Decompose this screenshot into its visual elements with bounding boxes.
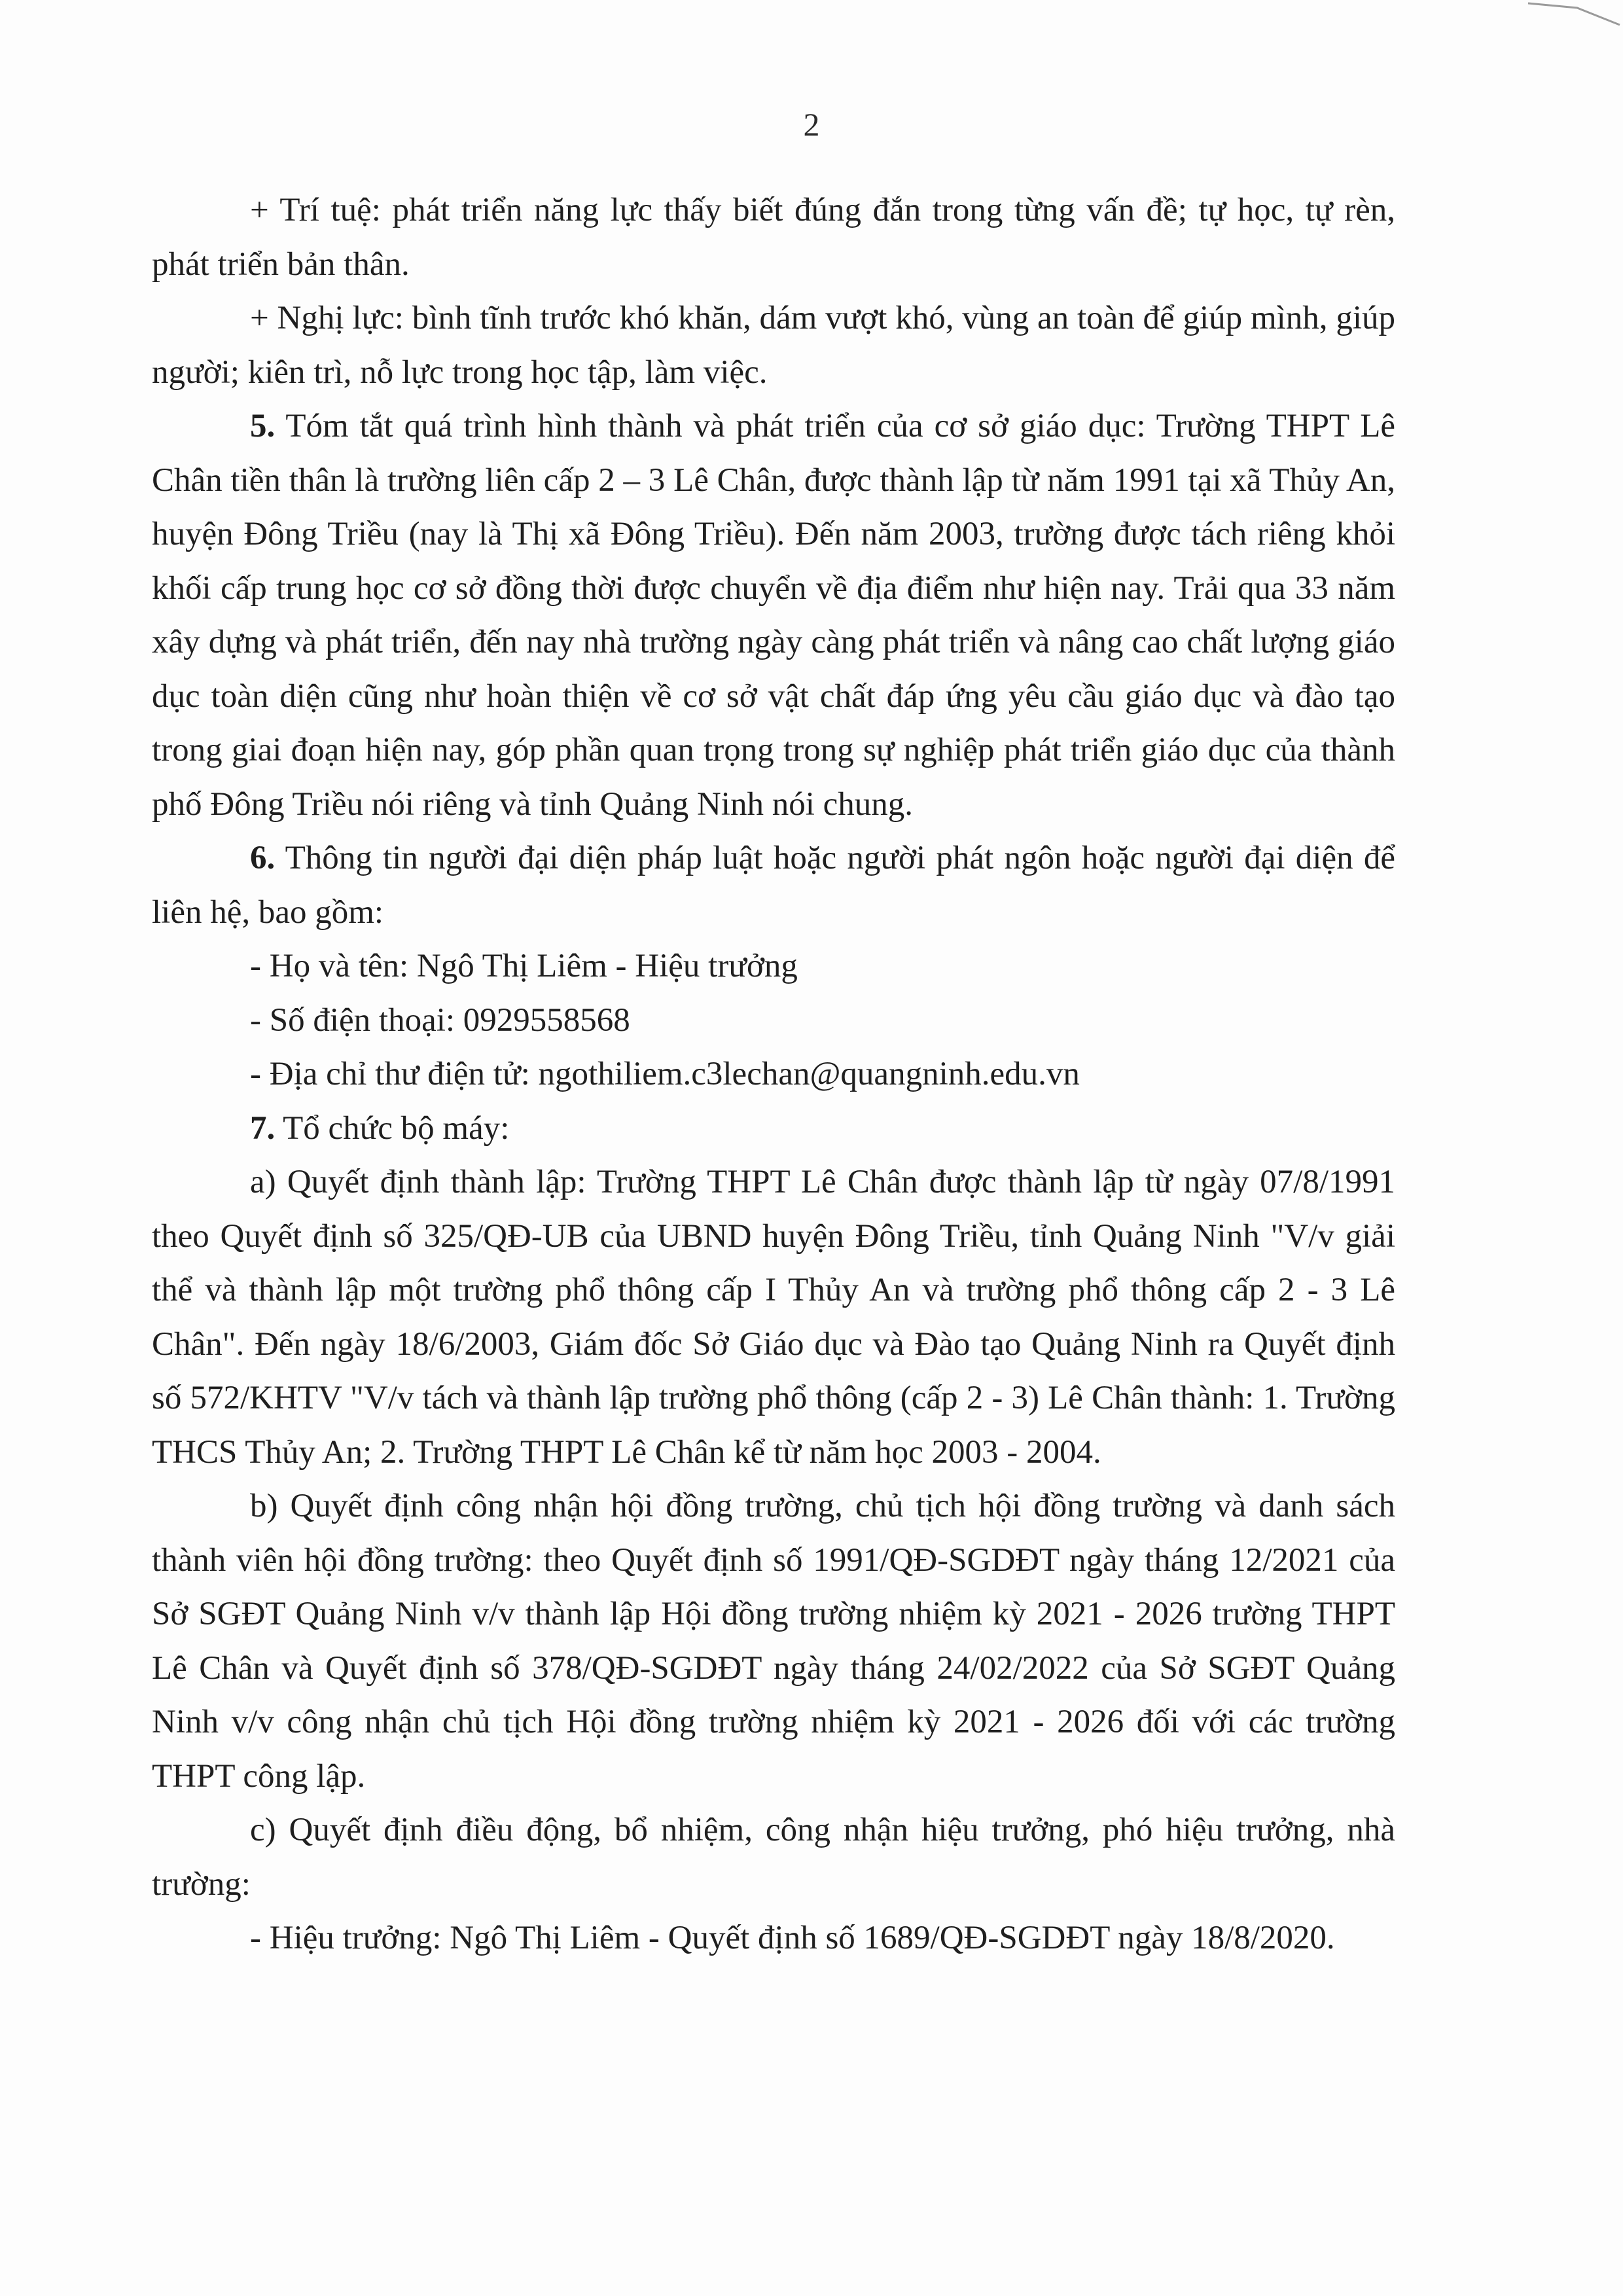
section-5-number: 5.: [250, 408, 276, 444]
section-6-number: 6.: [250, 840, 276, 876]
section-7-heading: [152, 1102, 1395, 1156]
section-6-text: Thông tin người đại diện pháp luật hoặc người phát ngôn hoặc người đại diện để liên hệ, bao gồm:: [152, 840, 1395, 931]
representative-phone: - Số điện thoại: 0929558568: [250, 1001, 630, 1039]
paragraph-tri-tue: + Trí tuệ: phát triển năng lực thấy biết đúng đắn trong từng vấn đề; tự học, tự rèn, phát triển bản thân.: [152, 192, 1395, 283]
page-number: 2: [803, 106, 820, 143]
representative-email: - Địa chỉ thư điện tử: ngothiliem.c3lechan@quangninh.edu.vn: [250, 1056, 1080, 1092]
section-6-paragraph: [152, 831, 1395, 939]
scan-edge-mark: [1525, 0, 1623, 26]
section-7a-paragraph: a) Quyết định thành lập: Trường THPT Lê Chân được thành lập từ ngày 07/8/1991 theo Quyết định số 325/QĐ-UB của UBND huyện Đông Triều, tỉnh Quảng Ninh "V/v giải thể và thành lập một trường phổ thông cấp I Thủy An và trường phổ thông cấp 2 - 3 Lê Chân". Đến ngày 18/6/2003, Giám đốc Sở Giáo dục và Đào tạo Quảng Ninh ra Quyết định số 572/KHTV "V/v tách và thành lập trường phổ thông (cấp 2 - 3) Lê Chân thành: 1. Trường THCS Thủy An; 2. Trường THPT Lê Chân kể từ năm học 2003 - 2004.: [152, 1164, 1395, 1471]
section-7-text: Tổ chức bộ máy:: [283, 1109, 510, 1147]
section-5-text: Tóm tắt quá trình hình thành và phát triển của cơ sở giáo dục: Trường THPT Lê Chân tiền thân là trường liên cấp 2 – 3 Lê Chân, được thành lập từ năm 1991 tại xã Thủy An, huyện Đông Triều (nay là Thị xã Đông Triều). Đến năm 2003, trường được tách riêng khỏi khối cấp trung học cơ sở đồng thời được chuyển về địa điểm như hiện nay. Trải qua 33 năm xây dựng và phát triển, đến nay nhà trường ngày càng phát triển và nâng cao chất lượng giáo dục toàn diện cũng như hoàn thiện về cơ sở vật chất đáp ứng yêu cầu giáo dục và đào tạo trong giai đoạn hiện nay, góp phần quan trọng trong sự nghiệp phát triển giáo dục của thành phố Đông Triều nói riêng và tỉnh Quảng Ninh nói chung.: [152, 408, 1395, 823]
paragraph-nghi-luc: + Nghị lực: bình tĩnh trước khó khăn, dám vượt khó, vùng an toàn để giúp mình, giúp người; kiên trì, nỗ lực trong học tập, làm việc.: [152, 300, 1395, 391]
principal-decision: - Hiệu trưởng: Ngô Thị Liêm - Quyết định số 1689/QĐ-SGDĐT ngày 18/8/2020.: [250, 1920, 1335, 1956]
document-body: [152, 183, 1395, 1965]
section-5-paragraph: [152, 399, 1395, 831]
section-7b-paragraph: b) Quyết định công nhận hội đồng trường, chủ tịch hội đồng trường và danh sách thành viên hội đồng trường: theo Quyết định số 1991/QĐ-SGDĐT ngày tháng 12/2021 của Sở SGĐT Quảng Ninh v/v thành lập Hội đồng trường nhiệm kỳ 2021 - 2026 trường THPT Lê Chân và Quyết định số 378/QĐ-SGDĐT ngày tháng 24/02/2022 của Sở SGĐT Quảng Ninh v/v công nhận chủ tịch Hội đồng trường nhiệm kỳ 2021 - 2026 đối với các trường THPT công lập.: [152, 1488, 1395, 1795]
section-7c-paragraph: c) Quyết định điều động, bổ nhiệm, công nhận hiệu trưởng, phó hiệu trưởng, nhà trường:: [152, 1812, 1395, 1903]
representative-name: - Họ và tên: Ngô Thị Liêm - Hiệu trưởng: [250, 948, 798, 984]
section-7-number: 7.: [250, 1109, 276, 1147]
